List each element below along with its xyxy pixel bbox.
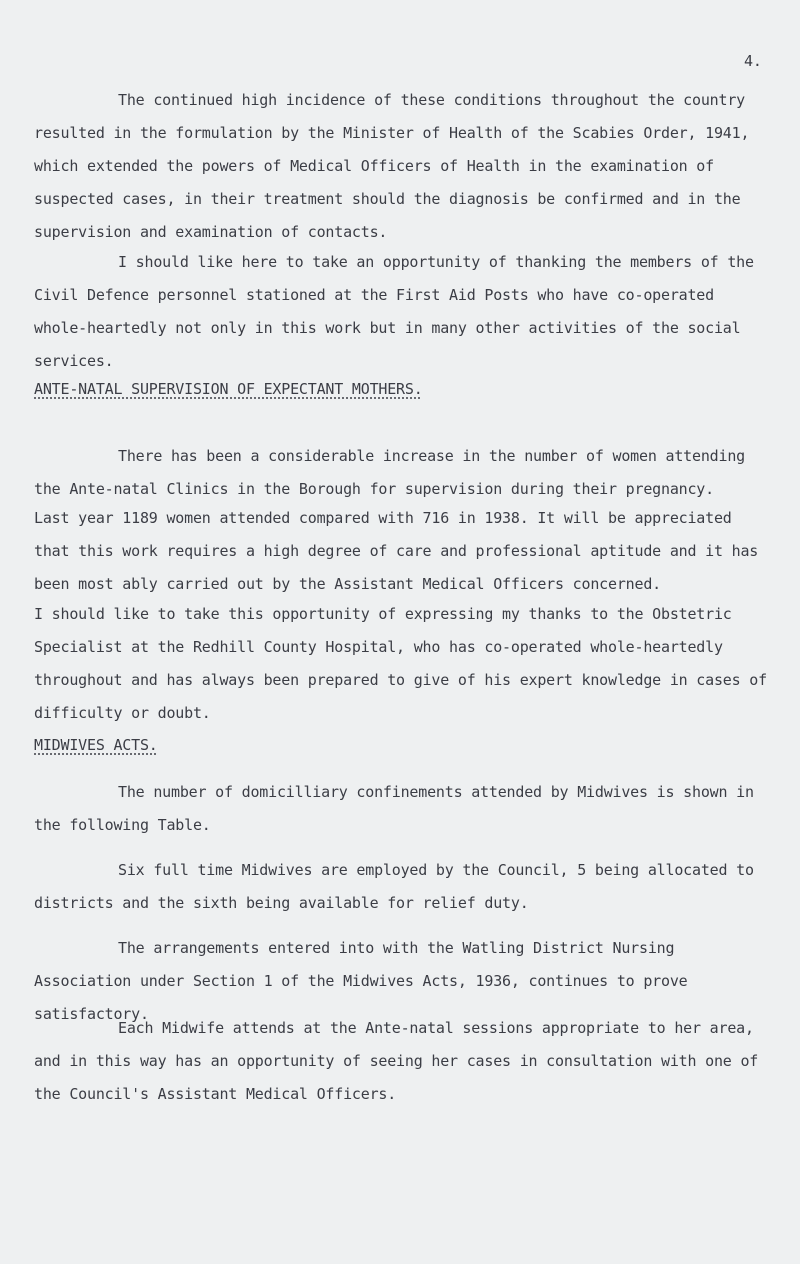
paragraph-midwife-sessions: Each Midwife attends at the Ante-natal sessions appropriate to her area, and in this way has an opportunity of seeing her cases in consultation with one of the Council's Assistant Medical Officers. (34, 1019, 759, 1103)
paragraph-civil-defence-thanks: I should like here to take an opportunity of thanking the members of the Civil Defence personnel stationed at the First Aid Posts who have co-operated whole-heartedly not only in this work but in many other activities of the social services. (34, 253, 754, 370)
paragraph-ante-natal-figures: Last year 1189 women attended compared with 716 in 1938. It will be appreciated that this work requires a high degree of care and professional aptitude and it has been most ably carried out by the Assistant Medical Officers concerned. (34, 509, 759, 593)
paragraph-watling-arrangements: The arrangements entered into with the Watling District Nursing Association under Section 1 of the Midwives Acts, 1936, continues to prove satisfactory. (34, 939, 688, 1023)
paragraph-domiciliary-confinements: The number of domicilliary confinements attended by Midwives is shown in the following Table. (34, 783, 754, 834)
paragraph-scabies-order: The continued high incidence of these conditions throughout the country resulted in the formulation by the Minister of Health of the Scabies Order, 1941, which extended the powers of Medical Officers of Health in the examination of suspected cases, in their treatment should the diagnosis be confirmed and in the supervision and examination of contacts. (34, 91, 750, 241)
paragraph-midwives-employed: Six full time Midwives are employed by the Council, 5 being allocated to districts and the sixth being available for relief duty. (34, 861, 754, 912)
heading-ante-natal-supervision: ANTE-NATAL SUPERVISION OF EXPECTANT MOTHERS. (34, 380, 423, 398)
page-number: 4. (744, 52, 762, 70)
heading-midwives-acts: MIDWIVES ACTS. (34, 736, 158, 754)
paragraph-ante-natal-increase: There has been a considerable increase in the number of women attending the Ante-natal Clinics in the Borough for supervision during their pregnancy. (34, 447, 745, 498)
paragraph-obstetric-specialist-thanks: I should like to take this opportunity of expressing my thanks to the Obstetric Specialist at the Redhill County Hospital, who has co-operated whole-heartedly throughout and has always been prepared to give of his expert knowledge in cases of difficulty or doubt. (34, 605, 767, 722)
